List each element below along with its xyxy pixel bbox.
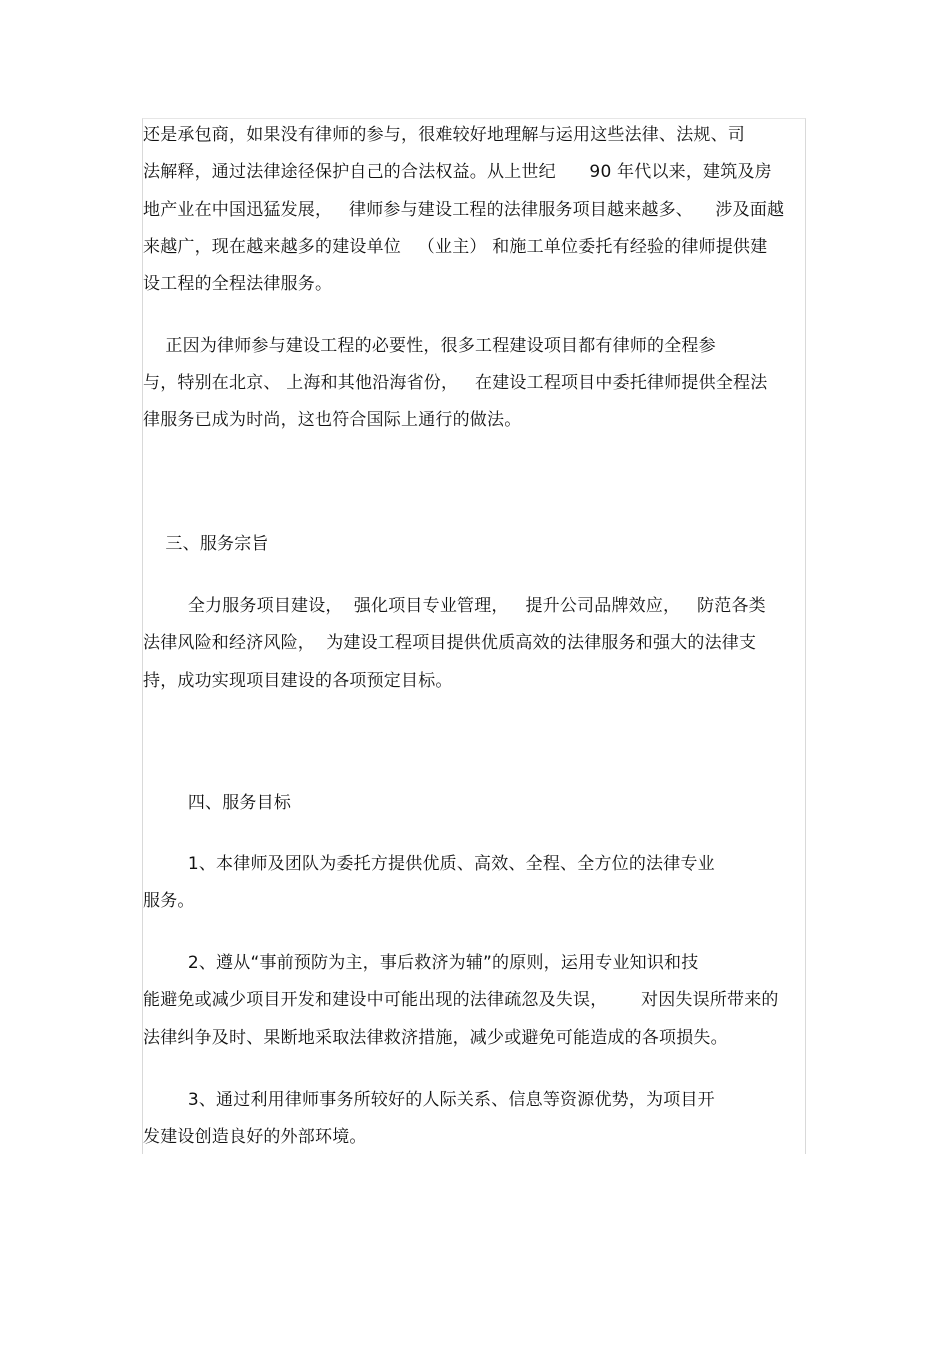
section-4-item-2-line-1: 2、遵从“事前预防为主，事后救济为辅”的原则，运用专业知识和技: [143, 953, 699, 973]
section-4-heading: 四、服务目标: [143, 793, 292, 813]
section-4-item-3-line-1: 3、通过利用律师事务所较好的人际关系、信息等资源优势，为项目开: [143, 1090, 715, 1110]
section-3-line-3: 持，成功实现项目建设的各项预定目标。: [143, 671, 453, 691]
section-4-item-2-line-2: 能避免或减少项目开发和建设中可能出现的法律疏忽及失误， 对因失误所带来的: [143, 990, 779, 1010]
section-3-heading: 三、服务宗旨: [143, 534, 269, 554]
section-4-item-1-line-1: 1、本律师及团队为委托方提供优质、高效、全程、全方位的法律专业: [143, 854, 715, 874]
paragraph-1-line-4: 来越广，现在越来越多的建设单位 （业主） 和施工单位委托有经验的律师提供建: [143, 237, 768, 257]
paragraph-1-line-1: 还是承包商，如果没有律师的参与，很难较好地理解与运用这些法律、法规、司: [143, 125, 745, 145]
section-4-item-1-line-2: 服务。: [143, 891, 195, 911]
paragraph-2-line-1: 正因为律师参与建设工程的必要性，很多工程建设项目都有律师的全程参: [143, 336, 716, 356]
paragraph-1-line-5: 设工程的全程法律服务。: [143, 274, 333, 294]
paragraph-2-line-3: 律服务已成为时尚，这也符合国际上通行的做法。: [143, 410, 522, 430]
paragraph-1-line-2: 法解释，通过法律途径保护自己的合法权益。从上世纪 90 年代以来，建筑及房: [143, 162, 772, 182]
section-3-line-2: 法律风险和经济风险， 为建设工程项目提供优质高效的法律服务和强大的法律支: [143, 633, 757, 653]
paragraph-2-line-2: 与，特别在北京、 上海和其他沿海省份， 在建设工程项目中委托律师提供全程法: [143, 373, 768, 393]
section-3-line-1: 全力服务项目建设， 强化项目专业管理， 提升公司品牌效应， 防范各类: [143, 596, 766, 616]
section-4-item-3-line-2: 发建设创造良好的外部环境。: [143, 1127, 367, 1147]
paragraph-1-line-3: 地产业在中国迅猛发展， 律师参与建设工程的法律服务项目越来越多、 涉及面越: [143, 200, 785, 220]
section-4-item-2-line-3: 法律纠争及时、果断地采取法律救济措施，减少或避免可能造成的各项损失。: [143, 1028, 728, 1048]
